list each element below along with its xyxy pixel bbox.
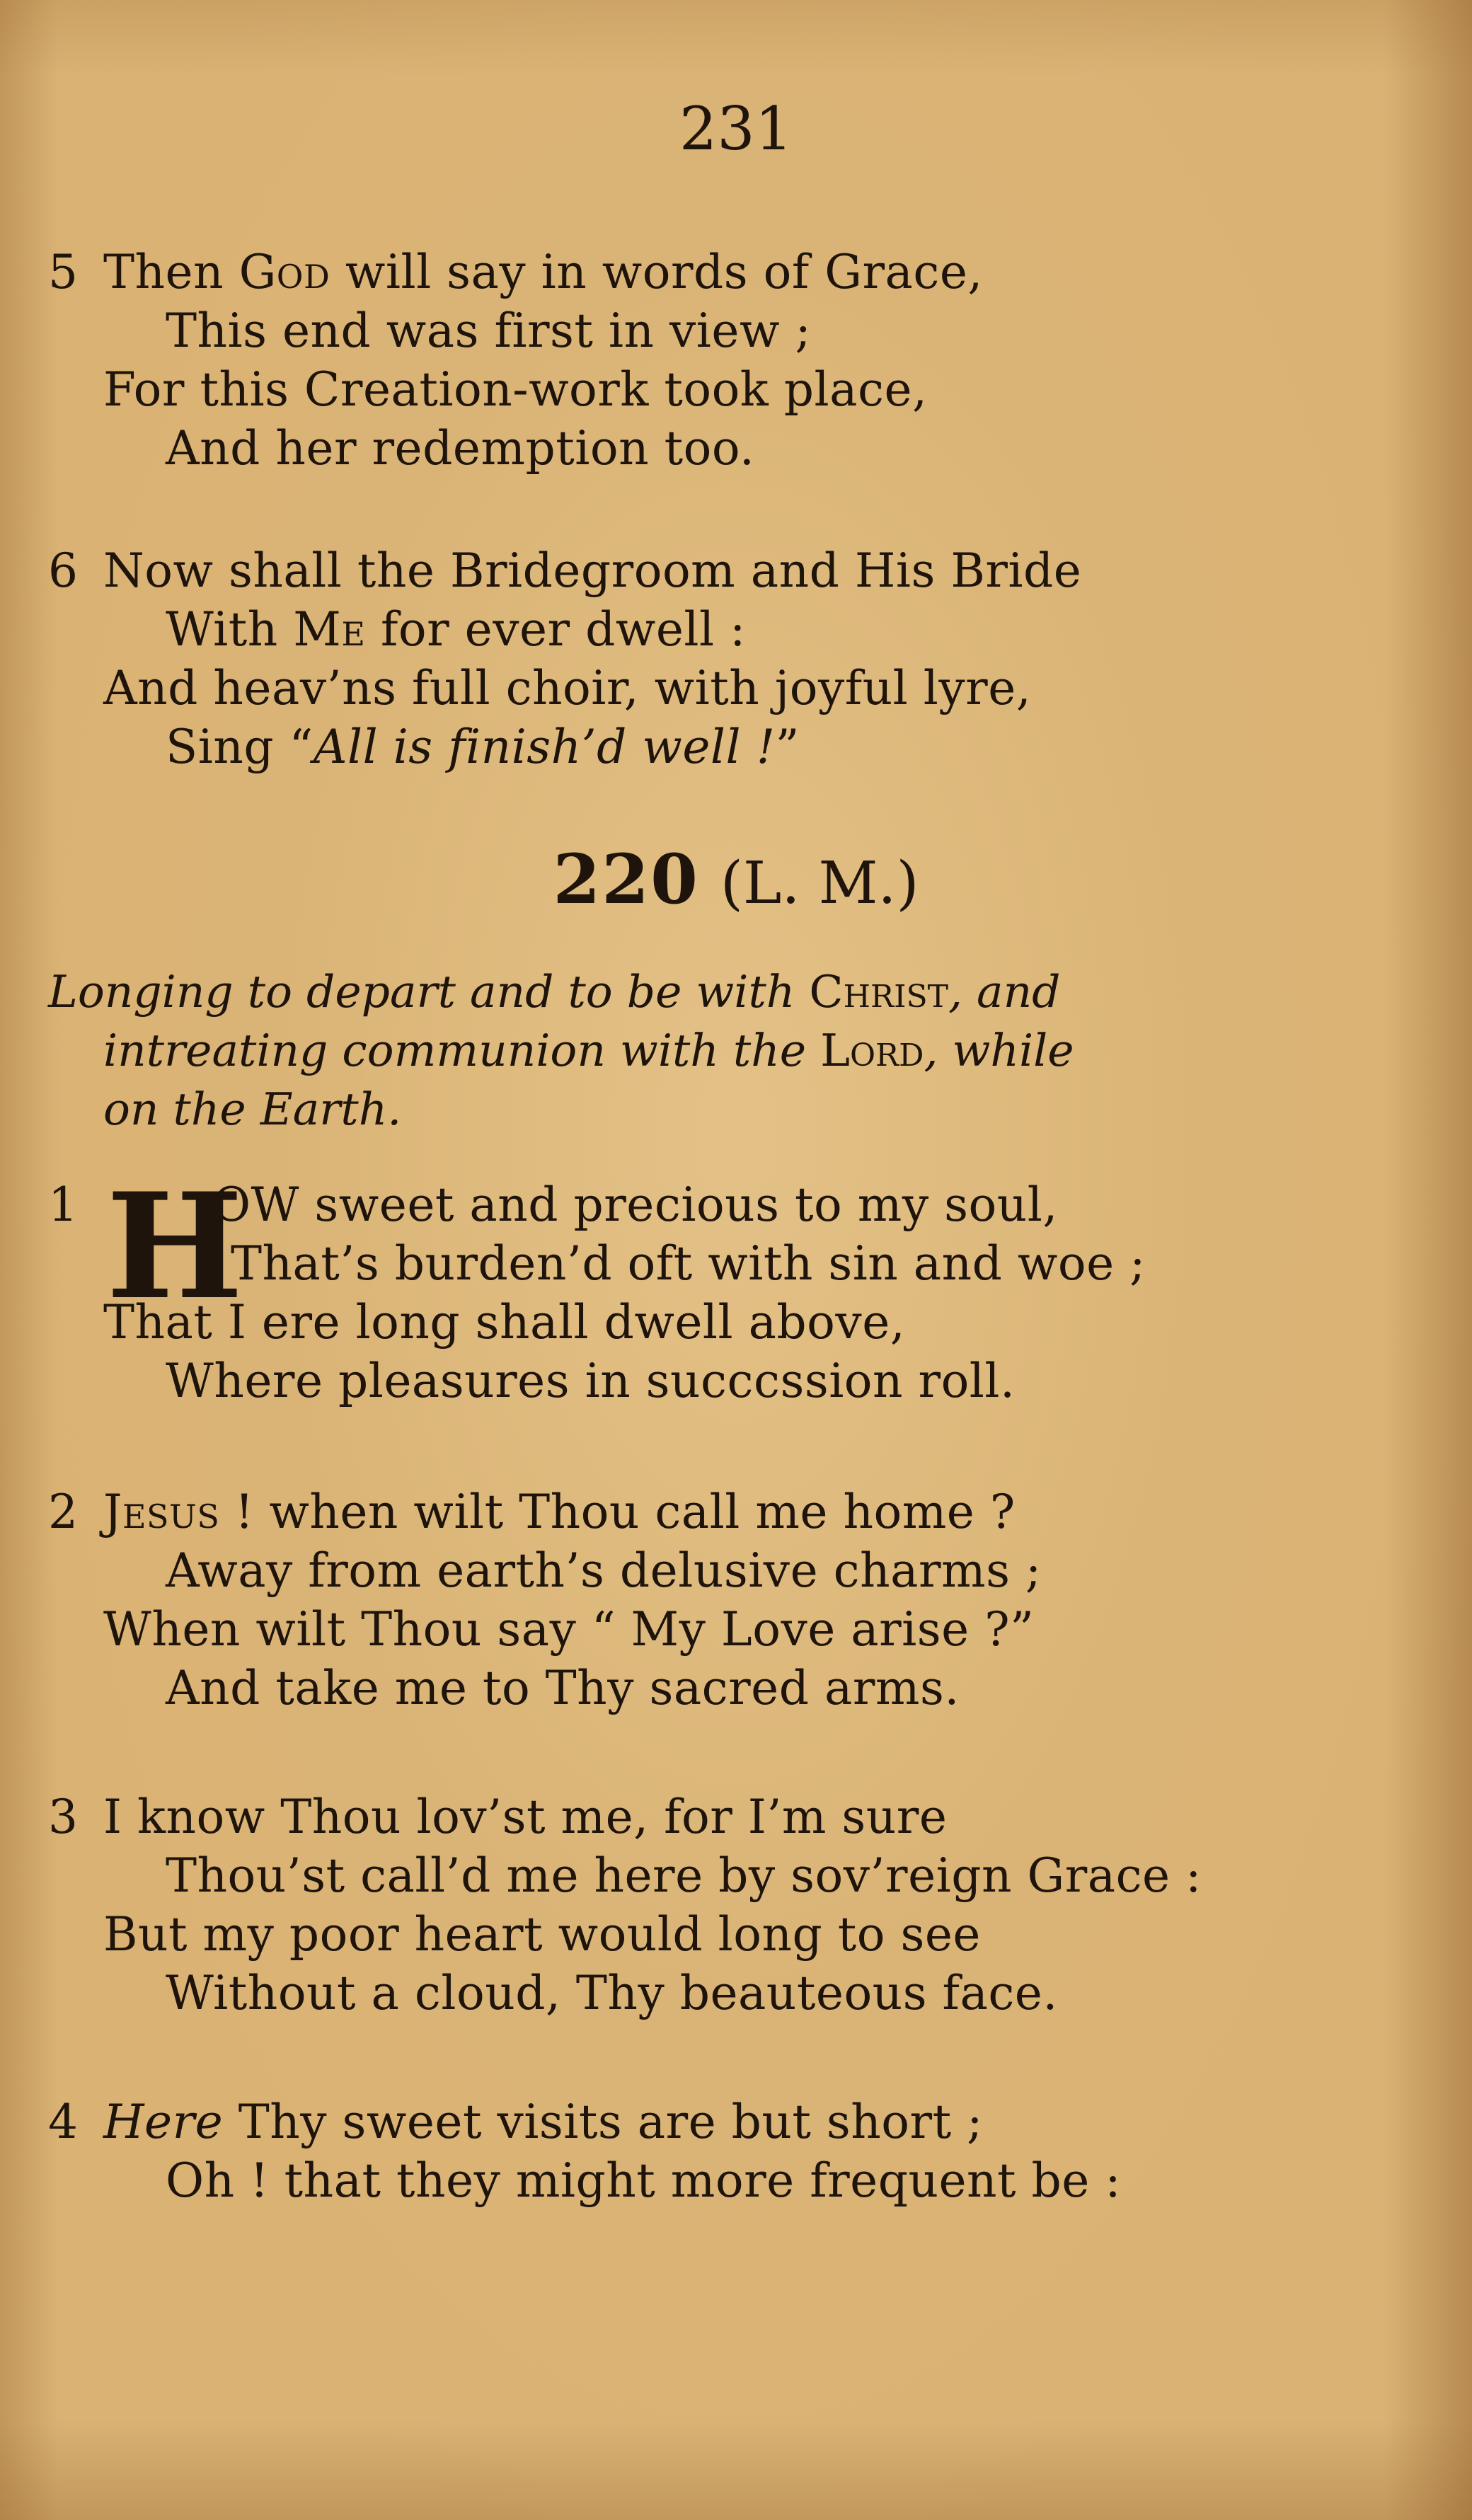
hymn-title-line: on the Earth. (103, 1083, 402, 1135)
verse-line: I know Thou lov’st me, for I’m sure (103, 1790, 948, 1844)
stanza-number: 6 (48, 543, 79, 598)
verse-line: OW sweet and precious to my soul, (212, 1178, 1058, 1232)
verse-line: And take me to Thy sacred arms. (166, 1661, 960, 1715)
verse-line: Here Thy sweet visits are but short ; (103, 2095, 983, 2149)
stanza-number: 3 (48, 1790, 79, 1844)
hymn-meter: (L. M.) (720, 850, 919, 917)
verse-line: Away from earth’s delusive charms ; (166, 1543, 1042, 1598)
verse-line: Where pleasures in succcssion roll. (166, 1354, 1016, 1408)
verse-line: And heav’ns full choir, with joyful lyre, (103, 661, 1032, 715)
verse-line: Jesus ! when wilt Thou call me home ? (103, 1485, 1016, 1539)
verse-line: That I ere long shall dwell above, (103, 1295, 906, 1350)
verse-line: Sing “All is finish’d well !” (166, 720, 800, 774)
verse-line: Oh ! that they might more frequent be : (166, 2153, 1122, 2208)
hymn-title-line: intreating communion with the Lord, while (103, 1025, 1074, 1076)
stanza-number: 5 (48, 245, 79, 299)
page-number: 231 (679, 94, 793, 163)
stanza-number: 1 (48, 1178, 79, 1232)
verse-line: With Me for ever dwell : (166, 602, 746, 657)
verse-line: This end was first in view ; (166, 304, 812, 358)
stanza-number: 2 (48, 1485, 79, 1539)
hymn-number: 220 (553, 839, 699, 919)
hymn-heading (0, 839, 1472, 919)
verse-line: And her redemption too. (166, 421, 755, 476)
verse-line: Now shall the Bridegroom and His Bride (103, 543, 1082, 598)
verse-line: Without a cloud, Thy beauteous face. (166, 1966, 1058, 2020)
verse-line: When wilt Thou say “ My Love arise ?” (103, 1602, 1035, 1657)
verse-line: Then God will say in words of Grace, (103, 245, 983, 299)
hymn-title-line: Longing to depart and to be with Christ, and (48, 966, 1061, 1018)
stanza-number: 4 (48, 2095, 79, 2149)
drop-cap: H (106, 1162, 243, 1332)
verse-line: That’s burden’d oft with sin and woe ; (231, 1236, 1146, 1291)
verse-line: But my poor heart would long to see (103, 1907, 981, 1962)
verse-line: For this Creation-work took place, (103, 362, 928, 417)
verse-line: Thou’st call’d me here by sov’reign Grace : (166, 1848, 1202, 1903)
